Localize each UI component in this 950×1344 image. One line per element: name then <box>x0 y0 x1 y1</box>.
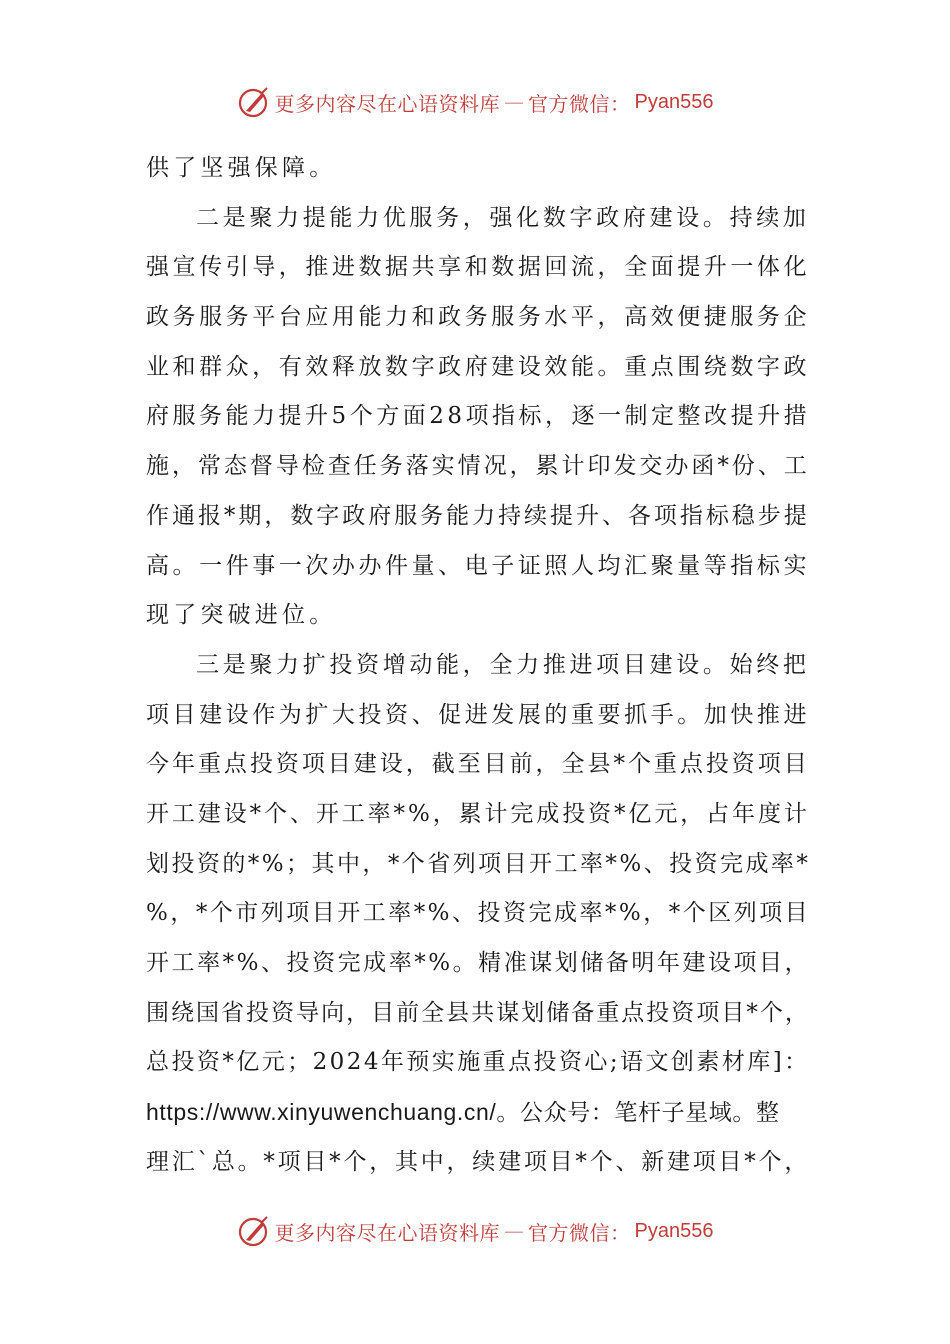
text-line: %，*个市列项目开工率*%、投资完成率*%，*个区列项目 <box>146 900 811 927</box>
text-line: 府服务能力提升5个方面28项指标，逐一制定整改提升措 <box>146 403 811 430</box>
text-line: 划投资的*%；其中，*个省列项目开工率*%、投资完成率* <box>146 850 811 877</box>
quill-pen-logo-icon <box>237 1214 271 1248</box>
text-line: 开工率*%、投资完成率*%。精准谋划储备明年建设项目， <box>146 950 811 976</box>
text-line: 作通报*期，数字政府服务能力持续提升、各项指标稳步提 <box>146 502 810 529</box>
text-line: 二是聚力提能力优服务，强化数字政府建设。持续加 <box>196 204 810 231</box>
watermark-suffix-text: 官方微信： <box>528 91 631 116</box>
document-body <box>146 144 810 1187</box>
footer-watermark <box>0 1211 950 1251</box>
text-line: 今年重点投资项目建设，截至目前，全县*个重点投资项目 <box>146 751 810 778</box>
text-line: 高。一件事一次办办件量、电子证照人均汇聚量等指标实 <box>146 552 810 579</box>
watermark-main-text: 更多内容尽在心语资料库 <box>274 1220 501 1245</box>
watermark-main-text: 更多内容尽在心语资料库 <box>274 91 501 116</box>
quill-pen-logo-icon <box>237 85 271 119</box>
watermark-separator: — <box>504 1219 525 1243</box>
text-line: 强宣传引导，推进数据共享和数据回流，全面提升一体化 <box>146 254 810 281</box>
text-line: https://www.xinyuwenchuang.cn/。公众号：笔杆子星域。整 <box>146 1099 780 1126</box>
text-line: 围绕国省投资导向，目前全县共谋划储备重点投资项目*个， <box>146 999 810 1026</box>
text-line: 业和群众，有效释放数字政府建设效能。重点围绕数字政 <box>146 353 810 380</box>
text-line: 政务服务平台应用能力和政务服务水平，高效便捷服务企 <box>146 304 810 331</box>
watermark-wechat-id: Pyan556 <box>634 90 714 113</box>
watermark-suffix-text: 官方微信： <box>528 1220 631 1245</box>
text-line: 现了突破进位。 <box>146 602 337 629</box>
header-watermark <box>0 82 950 122</box>
text-line: 项目建设作为扩大投资、促进发展的重要抓手。加快推进 <box>146 701 810 728</box>
watermark-wechat-id: Pyan556 <box>634 1219 714 1242</box>
text-line: 开工建设*个、开工率*%，累计完成投资*亿元，占年度计 <box>146 800 810 827</box>
text-line: 施，常态督导检查任务落实情况，累计印发交办函*份、工 <box>146 453 810 480</box>
watermark-separator: — <box>504 90 525 114</box>
text-line: 总投资*亿元；2024年预实施重点投资心;语文创素材库]： <box>146 1049 810 1076</box>
text-line: 理汇`总。*项目*个，其中，续建项目*个、新建项目*个， <box>146 1148 811 1175</box>
text-line: 三是聚力扩投资增动能，全力推进项目建设。始终把 <box>196 651 810 678</box>
text-line: 供了坚强保障。 <box>146 155 337 181</box>
